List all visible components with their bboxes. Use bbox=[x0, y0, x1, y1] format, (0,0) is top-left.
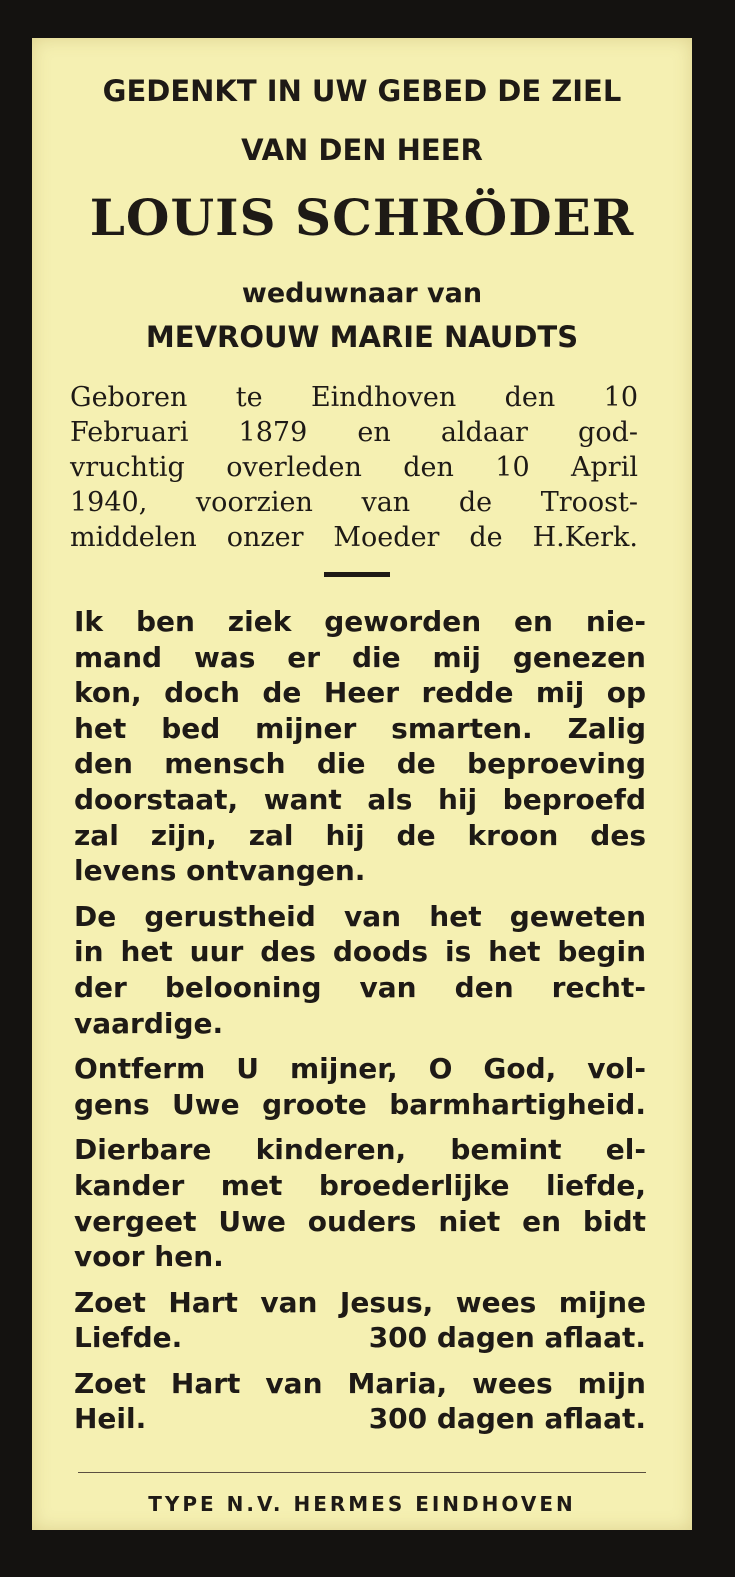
verse-line: mand was er die mij genezen bbox=[74, 640, 646, 674]
verse-line: De gerustheid van het geweten bbox=[74, 899, 646, 933]
verses-block bbox=[74, 604, 646, 1437]
verse-line: der belooning van den recht- bbox=[74, 970, 646, 1004]
spouse-name: MEVROUW MARIE NAUDTS bbox=[145, 320, 579, 354]
verse-line: vaardige. bbox=[74, 1006, 224, 1040]
verse-line: voor hen. bbox=[74, 1240, 224, 1274]
indulgence-label: 300 dagen aflaat. bbox=[368, 1321, 646, 1355]
verse-paragraph bbox=[74, 899, 646, 1041]
verse-line: gens Uwe groote barmhartigheid. bbox=[74, 1087, 646, 1121]
verse-paragraph bbox=[74, 604, 646, 889]
printer-imprint: TYPE N.V. HERMES EINDHOVEN bbox=[148, 1492, 576, 1516]
verse-line: Ontferm U mijner, O God, vol- bbox=[74, 1052, 646, 1086]
prayer-line: Zoet Hart van Jesus, wees mijne bbox=[74, 1285, 646, 1319]
footer-rule bbox=[78, 1472, 646, 1473]
prayer-end: Liefde. bbox=[74, 1321, 183, 1355]
prayer-end: Heil. bbox=[74, 1402, 147, 1436]
divider-rule bbox=[324, 572, 390, 577]
biography-line: Geboren te Eindhoven den 10 bbox=[70, 382, 638, 413]
prayer-line: Zoet Hart van Maria, wees mijn bbox=[74, 1366, 646, 1400]
card-heading-line1: GEDENKT IN UW GEBED DE ZIEL bbox=[102, 74, 622, 108]
biography-line: vruchtig overleden den 10 April bbox=[70, 452, 638, 483]
verse-line: Ik ben ziek geworden en nie- bbox=[74, 605, 646, 638]
deceased-name: LOUIS SCHRÖDER bbox=[89, 188, 635, 247]
verse-line: Dierbare kinderen, bemint el- bbox=[74, 1133, 646, 1167]
prayer-jesus bbox=[74, 1285, 646, 1356]
verse-line: levens ontvangen. bbox=[74, 854, 366, 888]
biography-line: Februari 1879 en aldaar god- bbox=[70, 417, 638, 448]
verse-line: zal zijn, zal hij de kroon des bbox=[74, 818, 646, 852]
verse-paragraph bbox=[74, 1051, 646, 1122]
card-heading-line2: VAN DEN HEER bbox=[241, 133, 483, 167]
verse-line: vergeet Uwe ouders niet en bidt bbox=[74, 1204, 646, 1238]
verse-line: kander met broederlijke liefde, bbox=[74, 1168, 646, 1202]
biography-text bbox=[70, 380, 638, 555]
widower-of-label: weduwnaar van bbox=[241, 278, 483, 309]
verse-line: het bed mijner smarten. Zalig bbox=[74, 711, 646, 745]
verse-paragraph bbox=[74, 1132, 646, 1274]
biography-line: middelen onzer Moeder de H.Kerk. bbox=[70, 522, 638, 553]
memorial-card bbox=[32, 38, 692, 1530]
verse-line: in het uur des doods is het begin bbox=[74, 935, 646, 969]
verse-line: doorstaat, want als hij beproefd bbox=[74, 782, 646, 816]
verse-line: kon, doch de Heer redde mij op bbox=[74, 676, 646, 710]
verse-line: den mensch die de beproeving bbox=[74, 747, 646, 781]
biography-line: 1940, voorzien van de Troost- bbox=[70, 487, 638, 518]
prayer-maria bbox=[74, 1366, 646, 1437]
indulgence-label: 300 dagen aflaat. bbox=[368, 1402, 646, 1436]
